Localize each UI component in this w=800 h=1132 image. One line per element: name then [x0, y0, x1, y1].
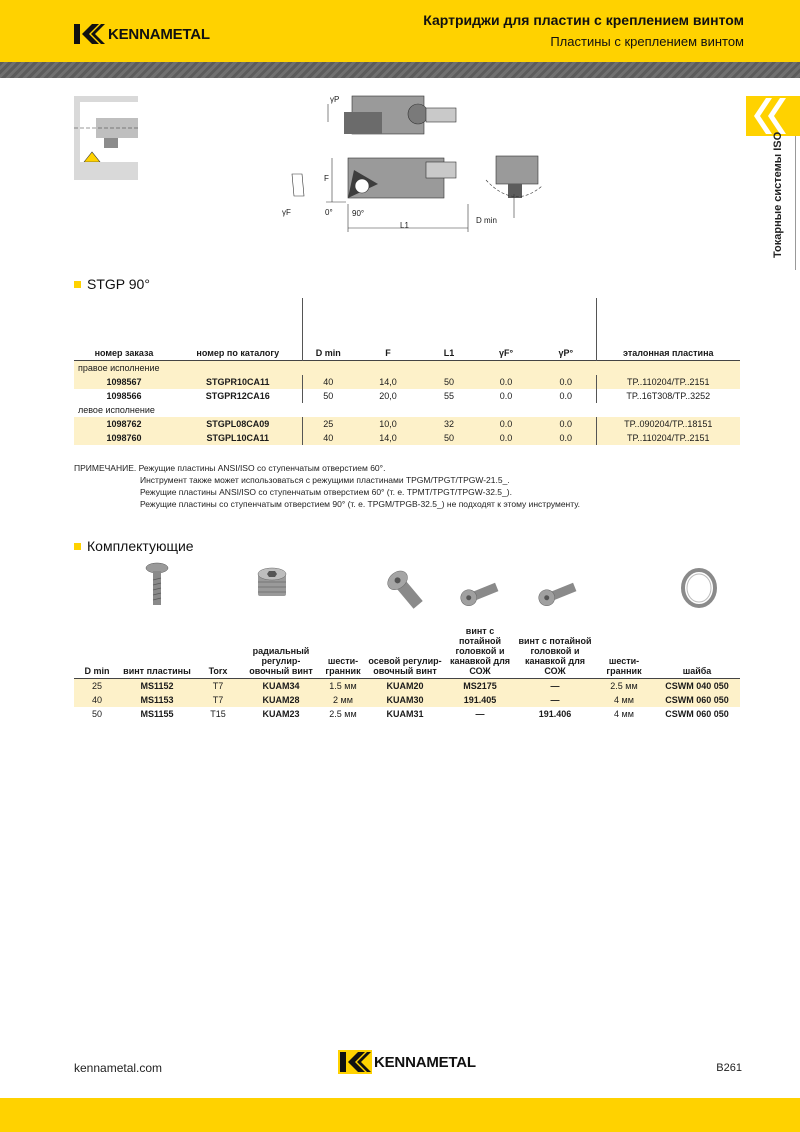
col-order: номер заказа [94, 347, 154, 358]
note-line: Режущие пластины ANSI/ISO со ступенчатым отверстием 60° (т. е. TPMT/TPGT/TPGW-32.5_). [140, 487, 512, 497]
cell-insert-screw: MS1155 [140, 708, 174, 719]
cell-hex-key-2: 4 мм [614, 708, 634, 719]
section-title-stgp [74, 276, 150, 292]
cell-coolant-screw-1: — [475, 708, 485, 719]
table-row [74, 707, 740, 721]
col-coolant-screw-1: винт с потайной головкой и канавкой для СОЖ [449, 625, 511, 676]
note-line: Режущие пластины со ступенчатым отверстием 90° (т. е. TPGM/TPGB-32.5_) не подходят к этому инструменту. [140, 499, 581, 509]
parts-table [74, 612, 740, 721]
boring-bar-application-diagram [74, 96, 138, 180]
cell-torx: T7 [194, 693, 242, 707]
cell-hex-key-2: 2.5 мм [594, 678, 654, 693]
section-bullet [74, 543, 81, 550]
table-row [74, 678, 740, 693]
cell-dmin: 25 [74, 678, 120, 693]
side-tab-divider [795, 136, 796, 270]
cell-hex-key-1: 1.5 мм [320, 678, 366, 693]
page-subtitle: Пластины с креплением винтом [550, 34, 744, 49]
cell-coolant-screw-2: — [516, 693, 594, 707]
cell-catalog: STGPR10CA11 [174, 375, 302, 389]
cell-coolant-screw-1: 191.405 [444, 693, 516, 707]
cell-washer: CSWM 060 050 [654, 693, 740, 707]
cell-dmin: 40 [74, 693, 120, 707]
logo-text: KENNAMETAL [108, 25, 210, 43]
col-f: F [385, 347, 391, 358]
cell-l1: 55 [443, 390, 454, 401]
cell-insert: TP..16T308/TP..3252 [596, 389, 740, 403]
col-torx: Torx [208, 665, 228, 676]
footer-bar [0, 1098, 800, 1132]
side-tab-chevrons [746, 96, 800, 136]
cell-coolant-screw-2: 191.406 [538, 708, 572, 719]
l1-label: L1 [400, 221, 409, 230]
gamma-p-label: γP [330, 95, 340, 104]
kennametal-k-icon [72, 22, 106, 46]
cell-l1: 50 [422, 375, 476, 389]
cell-order: 1098760 [74, 431, 174, 445]
cell-insert-screw: MS1153 [120, 693, 194, 707]
cell-f: 14,0 [354, 375, 422, 389]
footer-url[interactable]: kennametal.com [74, 1061, 163, 1075]
kennametal-logo [72, 22, 210, 46]
col-coolant-screw-2: винт с потайной головкой и канавкой для СОЖ [518, 635, 592, 676]
cell-catalog: STGPL10CA11 [174, 431, 302, 445]
col-insert-screw: винт пластины [123, 665, 191, 676]
cell-insert: TP..110204/TP..2151 [596, 431, 740, 445]
cell-catalog: STGPL08CA09 [174, 417, 302, 431]
section-bullet [74, 281, 81, 288]
side-tab [772, 131, 786, 268]
cell-order: 1098762 [74, 417, 174, 431]
page-header [0, 0, 800, 62]
logo-text: KENNAMETAL [374, 1053, 476, 1071]
cell-catalog: STGPR12CA16 [205, 390, 270, 401]
table-row [74, 389, 740, 403]
group-label: левое исполнение [78, 404, 155, 415]
kennametal-k-icon [338, 1050, 372, 1074]
cell-gamma-p: 0.0 [559, 390, 572, 401]
ninety-deg-label: 90° [352, 209, 365, 218]
header-stripe [0, 62, 800, 78]
cell-coolant-screw-1: MS2175 [444, 678, 516, 693]
cell-insert-screw: MS1152 [120, 678, 194, 693]
cell-washer: CSWM 040 050 [654, 678, 740, 693]
cell-dmin: 50 [302, 389, 354, 403]
col-axial-screw: осевой регулир- овочный винт [368, 655, 442, 676]
cell-order: 1098567 [74, 375, 174, 389]
side-tab-label: Токарные системы ISO [772, 131, 784, 258]
cell-gamma-p: 0.0 [536, 417, 596, 431]
table-row [74, 431, 740, 445]
cell-dmin: 50 [91, 708, 102, 719]
cell-gamma-f: 0.0 [476, 417, 536, 431]
insert-screw-image [144, 562, 170, 608]
double-chevron-icon [746, 96, 800, 136]
cell-axial-screw: KUAM20 [366, 678, 444, 693]
cell-torx: T15 [210, 708, 226, 719]
section-title-text: Комплектующие [87, 538, 194, 554]
col-gamma-f: γF° [498, 347, 514, 358]
col-washer: шайба [682, 665, 712, 676]
zero-deg-label: 0° [325, 208, 333, 217]
cell-gamma-f: 0.0 [476, 375, 536, 389]
table-row [74, 417, 740, 431]
table-row [74, 375, 740, 389]
cell-gamma-p: 0.0 [536, 375, 596, 389]
section-title-text: STGP 90° [87, 276, 150, 292]
cell-hex-key-1: 2 мм [320, 693, 366, 707]
d-min-label: D min [476, 216, 497, 225]
coolant-screw-image-2 [534, 580, 578, 608]
cell-insert: TP..090204/TP..18151 [596, 417, 740, 431]
col-gamma-p: γP° [558, 347, 574, 358]
group-row-right [74, 360, 740, 375]
cell-axial-screw: KUAM31 [386, 708, 424, 719]
cell-gamma-f: 0.0 [499, 390, 513, 401]
stgp-table [74, 298, 740, 445]
group-row-left [74, 403, 740, 417]
section-title-parts [74, 538, 194, 554]
cell-hex-key-2: 4 мм [594, 693, 654, 707]
washer-image [680, 568, 718, 608]
cell-radial-screw: KUAM34 [242, 678, 320, 693]
cell-gamma-f: 0.0 [476, 431, 536, 445]
col-hex-key-1: шести- гранник [325, 655, 361, 676]
f-label: F [324, 174, 329, 183]
cell-hex-key-1: 2.5 мм [329, 708, 357, 719]
notes-block [74, 462, 580, 510]
axial-adjust-screw-image [382, 566, 426, 610]
col-l1: L1 [443, 347, 455, 358]
cell-coolant-screw-2: — [516, 678, 594, 693]
cell-washer: CSWM 060 050 [665, 708, 729, 719]
col-dmin: D min [84, 665, 110, 676]
col-dmin: D min [302, 298, 354, 360]
cell-axial-screw: KUAM30 [366, 693, 444, 707]
footer-logo [338, 1050, 476, 1074]
cell-order: 1098566 [106, 390, 142, 401]
table-row [74, 693, 740, 707]
cell-radial-screw: KUAM28 [242, 693, 320, 707]
cell-radial-screw: KUAM23 [262, 708, 300, 719]
cell-l1: 32 [422, 417, 476, 431]
cell-dmin: 40 [302, 375, 354, 389]
group-label: правое исполнение [74, 360, 740, 375]
col-catalog: номер по каталогу [196, 347, 280, 358]
cell-dmin: 40 [302, 431, 354, 445]
cell-f: 10,0 [354, 417, 422, 431]
gamma-f-label: γF [282, 208, 291, 217]
col-hex-key-2: шести- гранник [606, 655, 642, 676]
page-title: Картриджи для пластин с креплением винтом [423, 12, 744, 28]
radial-adjust-screw-image [254, 566, 290, 602]
cell-insert: TP..110204/TP..2151 [596, 375, 740, 389]
cell-torx: T7 [194, 678, 242, 693]
cell-dmin: 25 [302, 417, 354, 431]
cell-f: 20,0 [379, 390, 397, 401]
cell-f: 14,0 [354, 431, 422, 445]
coolant-screw-image-1 [456, 580, 500, 608]
note-line: Инструмент также может использоваться с режущими пластинами TPGM/TPGT/TPGW-21.5_. [140, 475, 510, 485]
page-number: B261 [716, 1062, 742, 1074]
col-radial-screw: радиальный регулир- овочный винт [249, 645, 313, 676]
cell-l1: 50 [422, 431, 476, 445]
cell-gamma-p: 0.0 [536, 431, 596, 445]
cartridge-technical-drawing [276, 92, 476, 238]
col-insert: эталонная пластина [596, 298, 740, 360]
note-line: ПРИМЕЧАНИЕ. Режущие пластины ANSI/ISO со ступенчатым отверстием 60°. [74, 463, 386, 473]
